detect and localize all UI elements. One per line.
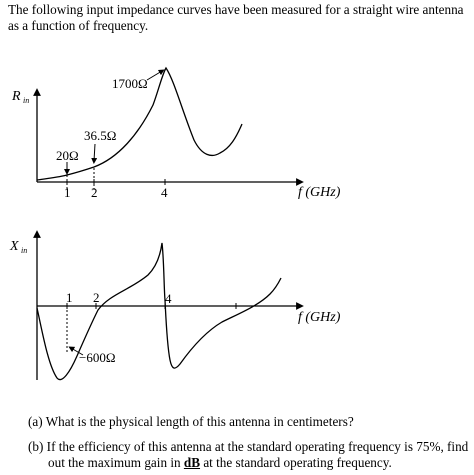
r-y-label: R: [12, 89, 21, 104]
question-b-line2: out the maximum gain in dB at the standard operating frequency.: [48, 455, 392, 470]
question-b: [28, 439, 468, 471]
problem-intro: The following input impedance curves have been measured for a straight wire antenna as a function of frequency.: [8, 2, 464, 33]
r-annot-20: 20Ω: [56, 148, 79, 163]
r-y-label-sub: in: [23, 96, 30, 105]
r-arrow-36: [94, 144, 95, 161]
r-tick-label-4: 4: [161, 185, 168, 200]
x-y-label-sub: in: [21, 246, 28, 255]
question-b-line1: (b) If the efficiency of this antenna at the standard operating frequency is 75%, find: [28, 439, 469, 454]
x-tick-label-4: 4: [165, 291, 172, 306]
x-annot-600: −600Ω: [79, 350, 116, 365]
db-unit: dB: [183, 455, 201, 470]
r-arrow-1700: [147, 71, 162, 80]
resistance-chart: [11, 68, 341, 200]
x-tick-label-2: 2: [93, 290, 100, 305]
r-annot-36: 36.5Ω: [84, 128, 117, 143]
x-tick-label-1: 1: [66, 290, 73, 305]
x-curve-2: [165, 278, 281, 368]
r-annot-1700: 1700Ω: [112, 76, 148, 91]
r-tick-label-1: 1: [64, 185, 71, 200]
r-tick-label-2: 2: [91, 185, 98, 200]
x-x-label: f (GHz): [298, 310, 341, 325]
x-y-label: X: [10, 239, 19, 254]
question-a: (a) What is the physical length of this antenna in centimeters?: [28, 414, 354, 429]
r-x-label: f (GHz): [298, 185, 341, 200]
reactance-chart: [9, 234, 341, 380]
